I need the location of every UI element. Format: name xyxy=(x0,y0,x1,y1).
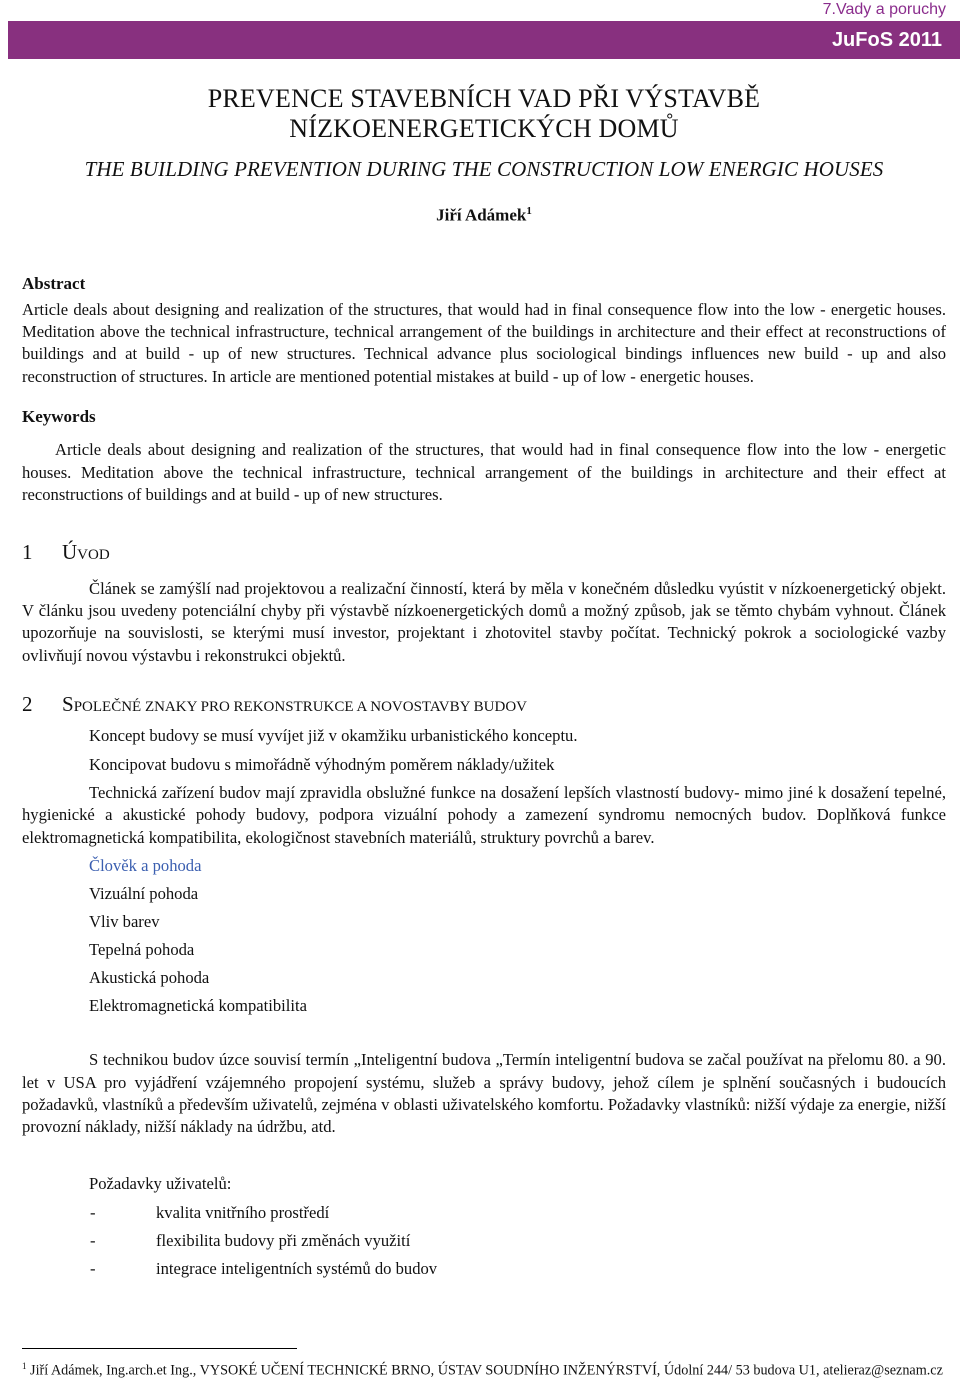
paper-title xyxy=(22,84,946,144)
list-item xyxy=(22,1258,946,1280)
section-2-initial: S xyxy=(62,692,74,717)
footnote-divider xyxy=(22,1348,297,1349)
section-2-paragraph-2: S technikou budov úzce souvisí termín „Inteligentní budova „Termín inteligentní budova se začal používat na přelomu 80. a 90. let v USA pro vyjádření vzájemného propojení systému, služeb a správy budovy, jehož cílem je splnění současných i budoucích požadavků, vlastníků a především uživatelů, zejména v oblasti uživatelského komfortu. Požadavky vlastníků: nižší výdaje za energie, nižší provozní náklady, nižší náklady na údržbu, atd. xyxy=(22,1050,946,1137)
paper-subtitle: THE BUILDING PREVENTION DURING THE CONSTRUCTION LOW ENERGIC HOUSES xyxy=(84,157,884,181)
title-line-2: NÍZKOENERGETICKÝCH DOMŮ xyxy=(289,114,679,143)
section-2-title-part-1: POLEČNÉ xyxy=(73,699,145,716)
comfort-list xyxy=(22,855,946,1017)
section-2-paragraph: Technická zařízení budov mají zpravidla obslužné funkce na dosažení lepších vlastností budovy- mimo jiné k dosažení tepelné, hygienické a akustické pohody budovy, podpora vizuální pohody a zamezení syndromu nemocných budov. Doplňková funkce elektromagnetická kompatibilita, ekologičnost stavebních materiálů, struktury povrchů a barev. xyxy=(22,782,946,847)
section-2-title-part-3: NOVOSTAVBY BUDOV xyxy=(370,699,527,716)
keywords-text: Article deals about designing and realization of the structures, that would had in final consequence flow into the low - energetic houses. Meditation above the technical infrastructure, technical arrangement of the buildings in architecture and their effect at reconstructions of buildings and at build - up of new structures. xyxy=(22,440,946,505)
section-1-initial: Ú xyxy=(62,539,78,564)
section-2-line-1: Koncept budovy se musí vyvíjet již v okamžiku urbanistického konceptu. xyxy=(89,726,578,746)
requirements-list xyxy=(22,1202,946,1280)
section-2-heading xyxy=(22,691,946,720)
section-2-title-part-2: ZNAKY PRO REKONSTRUKCE A xyxy=(144,699,371,716)
section-1-heading xyxy=(22,539,946,568)
footnote-mark: 1 xyxy=(22,1361,27,1371)
list-item-text: integrace inteligentních systémů do budov xyxy=(156,1259,438,1279)
list-item-text: flexibilita budovy při změnách využití xyxy=(156,1231,411,1251)
list-item: Akustická pohoda xyxy=(89,967,210,987)
author-footnote-mark: 1 xyxy=(526,205,532,217)
footnote xyxy=(22,1357,946,1381)
article-body xyxy=(22,84,946,1281)
list-item: Vizuální pohoda xyxy=(89,883,199,903)
conference-name: JuFoS 2011 xyxy=(831,29,942,51)
abstract-text: Article deals about designing and realization of the structures, that would had in final consequence flow into the low - energetic houses. Meditation above the technical infrastructure, technical arrangement of the buildings in architecture and their effect at reconstructions of buildings and at build - up of new structures. Technical advance plus sociological bindings influences new build - up and also reconstruction of structures. In article are mentioned potential mistakes at build - up of low - energetic houses. xyxy=(22,299,946,386)
list-item: Tepelná pohoda xyxy=(89,939,195,959)
section-1-text: Článek se zamýšlí nad projektovou a realizační činností, která by měla v konečném důsledku vyústit v nízkoenergetický objekt. V článku jsou uvedeny potenciální chyby při výstavbě nízkoenergetických domů a možný způsob, jak se těmto chybám vyhnout. Článek upozorňuje na souvislosti, se kterými musí investor, projektant i zhotovitel stavby počítat. Technický pokrok a sociologické vazby ovlivňují novou výstavbu i rekonstrukci objektů. xyxy=(22,578,946,665)
list-dash: - xyxy=(90,1231,96,1251)
requirements-heading: Požadavky uživatelů: xyxy=(89,1173,232,1193)
list-item-text: kvalita vnitřního prostředí xyxy=(156,1203,330,1223)
list-item: Člověk a pohoda xyxy=(89,855,202,875)
title-line-1: PREVENCE STAVEBNÍCH VAD PŘI VÝSTAVBĚ xyxy=(207,84,761,113)
list-item xyxy=(22,1202,946,1224)
keywords-heading: Keywords xyxy=(22,407,96,427)
author xyxy=(22,200,946,227)
section-1-title-rest: VOD xyxy=(77,546,110,563)
section-2-number: 2 xyxy=(22,692,33,717)
list-dash: - xyxy=(90,1203,96,1223)
list-item: Elektromagnetická kompatibilita xyxy=(89,995,307,1015)
footnote-text: Jiří Adámek, Ing.arch.et Ing., VYSOKÉ UČENÍ TECHNICKÉ BRNO, ÚSTAV SOUDNÍHO INŽENÝRSTVÍ, Údolní 244/ 53 budova U1, atelieraz@seznam.cz xyxy=(26,1362,943,1379)
section-2-line-2: Koncipovat budovu s mimořádně výhodným poměrem náklady/užitek xyxy=(89,754,555,774)
list-item xyxy=(22,1230,946,1252)
list-dash: - xyxy=(90,1259,96,1279)
conference-banner xyxy=(8,21,960,59)
author-name: Jiří Adámek xyxy=(436,205,527,225)
list-item: Vliv barev xyxy=(89,911,160,931)
section-1-number: 1 xyxy=(22,539,33,564)
abstract-heading: Abstract xyxy=(22,273,86,293)
section-tag: 7.Vady a poruchy xyxy=(822,1,946,18)
